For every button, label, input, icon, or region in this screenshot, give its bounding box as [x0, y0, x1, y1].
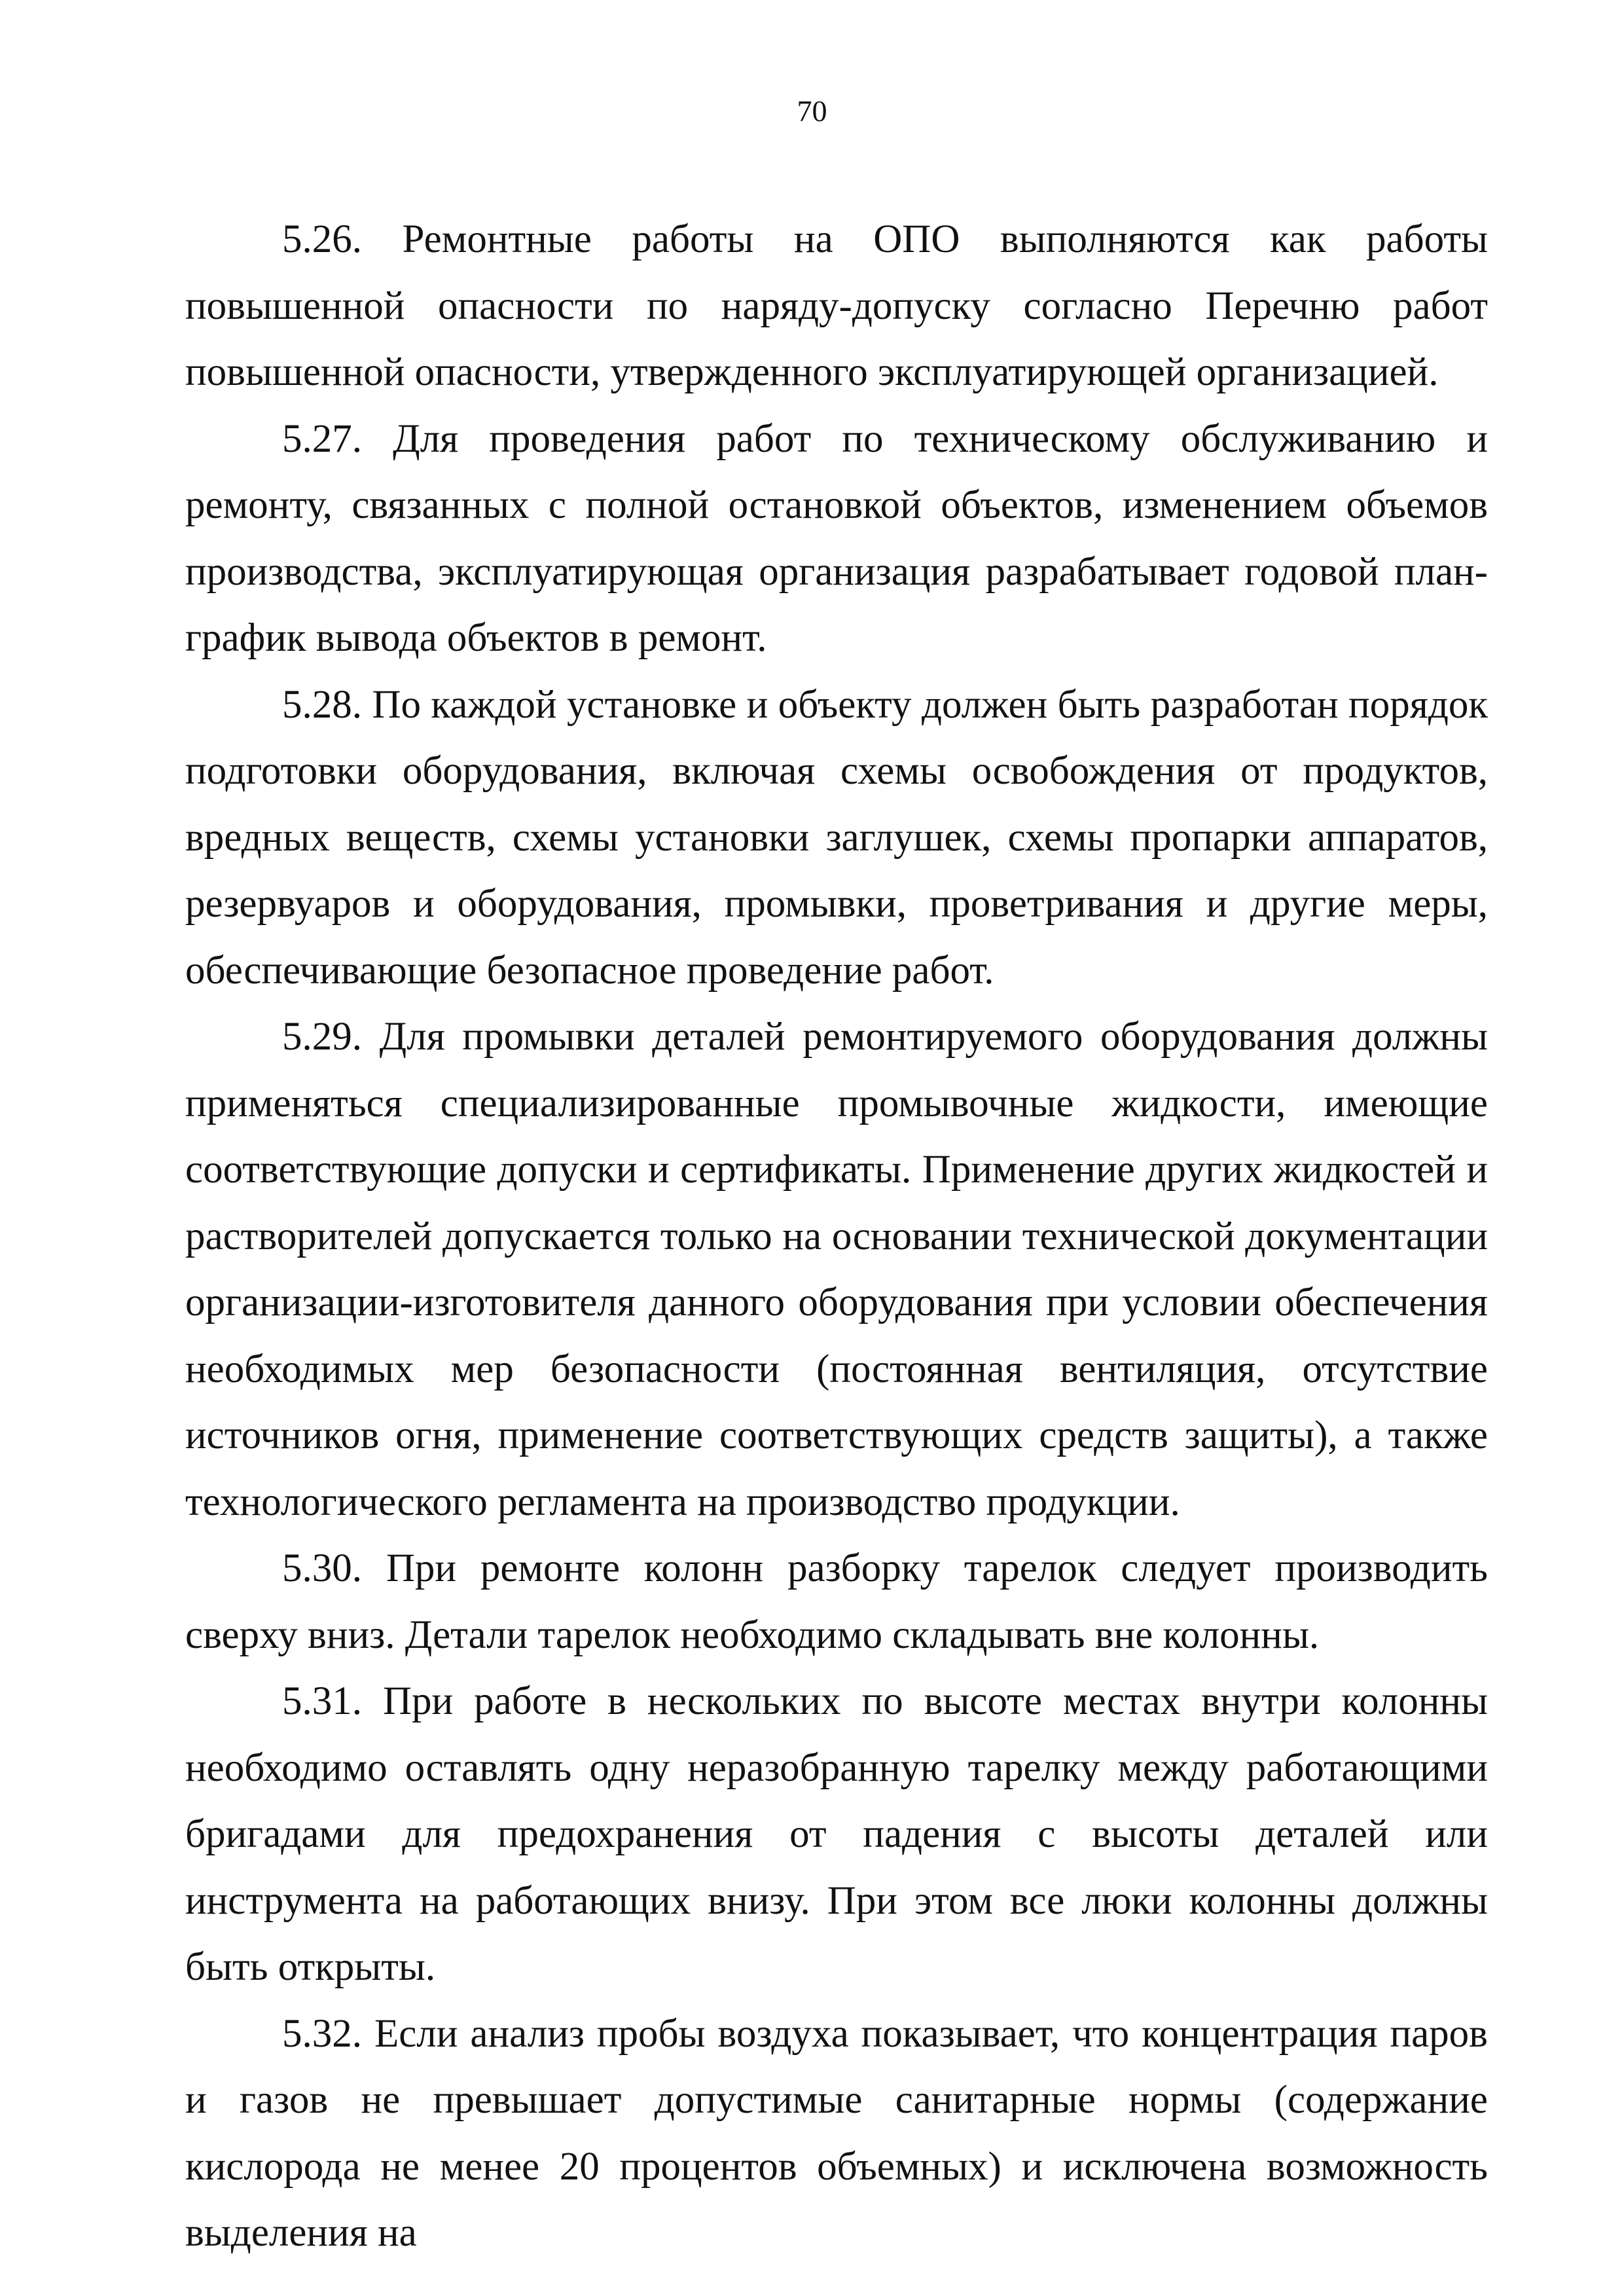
- paragraph-5-27: 5.27. Для проведения работ по техническому обслуживанию и ремонту, связанных с полной остановкой объектов, изменением объемов производства, эксплуатирующая организация разрабатывает годовой план-график вывода объектов в ремонт.: [185, 416, 1488, 660]
- document-body: [185, 206, 1488, 2267]
- paragraph-5-26: 5.26. Ремонтные работы на ОПО выполняются как работы повышенной опасности по наряду-допуску согласно Перечню работ повышенной опасности, утвержденного эксплуатирующей организацией.: [185, 217, 1488, 394]
- paragraph-5-29: 5.29. Для промывки деталей ремонтируемого оборудования должны применяться специализированные промывочные жидкости, имеющие соответствующие допуски и сертификаты. Применение других жидкостей и растворителей допускается только на основании технической документации организации-изготовителя данного оборудования при условии обеспечения необходимых мер безопасности (постоянная вентиляция, отсутствие источников огня, применение соответствующих средств защиты), а также технологического регламента на производство продукции.: [185, 1015, 1488, 1524]
- paragraph-5-28: 5.28. По каждой установке и объекту должен быть разработан порядок подготовки оборудования, включая схемы освобождения от продуктов, вредных веществ, схемы установки заглушек, схемы пропарки аппаратов, резервуаров и оборудования, промывки, проветривания и другие меры, обеспечивающие безопасное проведение работ.: [185, 682, 1488, 993]
- page-number: 70: [797, 94, 827, 128]
- paragraph-5-31: 5.31. При работе в нескольких по высоте местах внутри колонны необходимо оставлять одну неразобранную тарелку между работающими бригадами для предохранения от падения с высоты деталей или инструмента на работающих внизу. При этом все люки колонны должны быть открыты.: [185, 1679, 1488, 1989]
- paragraph-5-30: 5.30. При ремонте колонн разборку тарелок следует производить сверху вниз. Детали тарелок необходимо складывать вне колонны.: [185, 1546, 1488, 1657]
- paragraph-5-32: 5.32. Если анализ пробы воздуха показывает, что концентрация паров и газов не превышает допустимые санитарные нормы (содержание кислорода не менее 20 процентов объемных) и исключена возможность выделения на: [185, 2011, 1488, 2255]
